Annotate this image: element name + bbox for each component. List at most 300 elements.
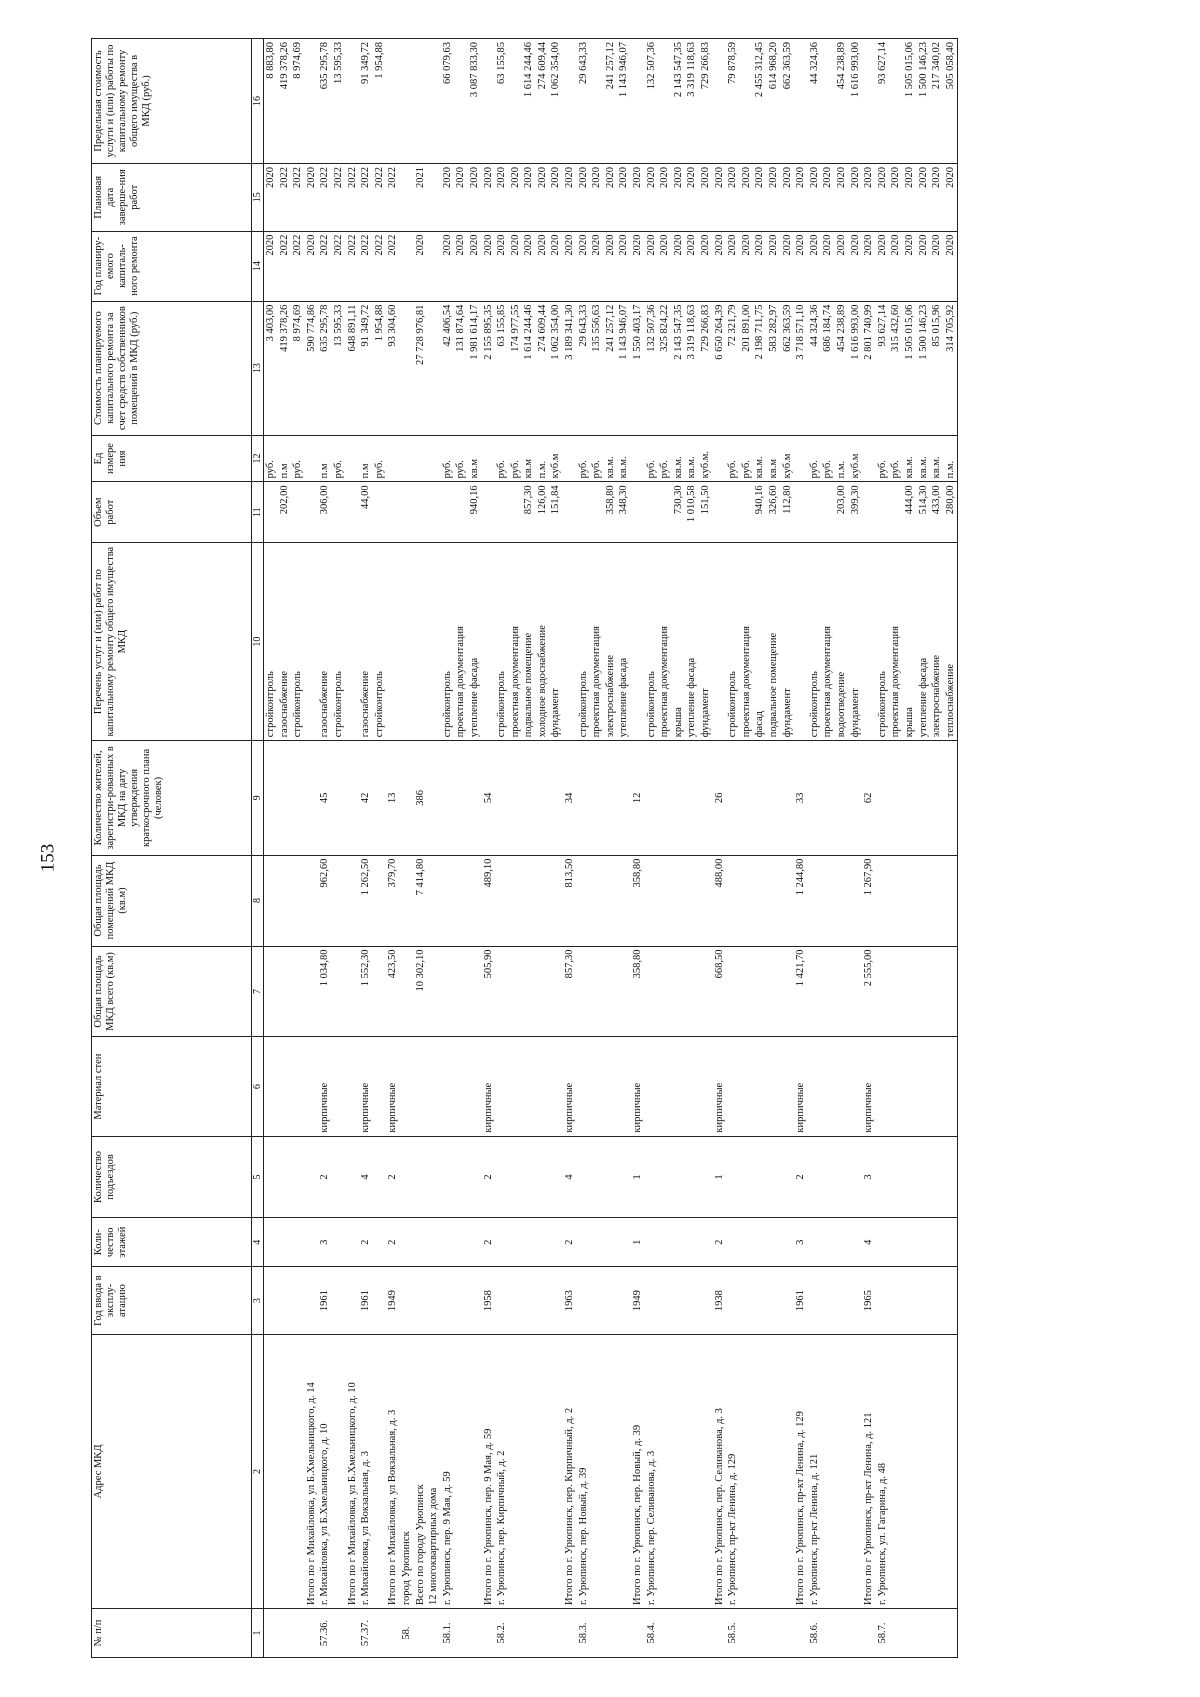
table-cell — [685, 741, 699, 855]
table-cell — [726, 1218, 740, 1267]
table-cell — [713, 435, 727, 482]
table-cell: 813,50 — [563, 855, 577, 946]
table-cell — [781, 855, 795, 946]
table-cell — [522, 1609, 536, 1658]
table-cell: 1961 — [794, 1267, 808, 1335]
table-cell: 93 627,14 — [876, 301, 890, 435]
table-cell — [400, 482, 414, 543]
table-cell — [862, 435, 876, 482]
table-cell: 454 238,89 — [835, 39, 849, 164]
table-cell: теплоснабжение — [944, 542, 958, 740]
table-cell: 614 968,20 — [767, 39, 781, 164]
table-cell — [291, 1609, 305, 1658]
table-cell: 1 505 015,06 — [903, 301, 917, 435]
table-cell: 2 — [318, 1136, 332, 1218]
table-cell: стройконтроль — [291, 542, 305, 740]
table-cell — [590, 1136, 604, 1218]
table-cell — [536, 1218, 550, 1267]
table-cell — [631, 39, 645, 164]
table-cell — [699, 1267, 713, 1335]
table-cell — [291, 946, 305, 1037]
table-cell: 1 143 946,07 — [617, 301, 631, 435]
table-cell: кв.м. — [903, 435, 917, 482]
column-number: 10 — [252, 542, 264, 740]
table-cell — [346, 542, 360, 740]
table-cell — [454, 741, 468, 855]
table-cell — [305, 1267, 319, 1335]
table-cell: 358,80 — [604, 482, 618, 543]
table-cell: 34 — [563, 741, 577, 855]
table-row — [536, 39, 550, 1658]
table-row — [658, 39, 672, 1658]
table-cell — [590, 1037, 604, 1136]
table-cell: 4 — [359, 1136, 373, 1218]
table-cell — [699, 855, 713, 946]
table-cell — [373, 1609, 387, 1658]
table-cell: 648 891,11 — [346, 301, 360, 435]
table-cell: 730,30 — [672, 482, 686, 543]
table-cell — [305, 1037, 319, 1136]
table-cell — [767, 855, 781, 946]
table-cell — [753, 855, 767, 946]
table-cell: 2020 — [835, 163, 849, 231]
table-cell: 2020 — [767, 231, 781, 301]
table-cell: кв.м. — [930, 435, 944, 482]
table-cell — [549, 1136, 563, 1218]
table-cell: кирпичные — [631, 1037, 645, 1136]
table-cell: 13 595,33 — [332, 301, 346, 435]
table-cell — [332, 1136, 346, 1218]
table-cell — [726, 741, 740, 855]
table-cell — [903, 741, 917, 855]
table-row — [359, 39, 373, 1658]
table-cell — [509, 39, 523, 164]
table-cell: Итого по г Михайловка, ул Б.Хмельницкого, д. 10 — [346, 1334, 360, 1608]
table-cell: 217 340,02 — [930, 39, 944, 164]
table-cell — [726, 855, 740, 946]
table-cell: 201 891,00 — [740, 301, 754, 435]
table-cell: 3 403,00 — [264, 301, 278, 435]
table-row — [617, 39, 631, 1658]
table-cell — [617, 1267, 631, 1335]
table-cell: 132 507,36 — [645, 301, 659, 435]
table-cell — [849, 1609, 863, 1658]
table-cell — [427, 231, 441, 301]
table-cell — [400, 231, 414, 301]
table-cell — [495, 1218, 509, 1267]
table-cell — [808, 1218, 822, 1267]
table-cell — [944, 741, 958, 855]
table-cell: 2020 — [590, 231, 604, 301]
table-cell — [305, 1136, 319, 1218]
table-cell: Итого по г. Урюпинск, пер. Кирпичный, д. 2 — [563, 1334, 577, 1608]
table-cell: Итого по г Урюпинск, пр-кт Ленина, д. 121 — [862, 1334, 876, 1608]
table-cell — [808, 1267, 822, 1335]
table-cell: 2020 — [781, 163, 795, 231]
table-cell: 7 414,80 — [414, 855, 428, 946]
table-cell — [400, 1267, 414, 1335]
table-row — [862, 39, 876, 1658]
table-cell: 151,50 — [699, 482, 713, 543]
table-cell: 505,90 — [482, 946, 496, 1037]
table-cell: 2020 — [468, 163, 482, 231]
table-cell — [740, 1267, 754, 1335]
table-cell — [577, 482, 591, 543]
table-cell: 2020 — [577, 231, 591, 301]
table-cell — [373, 1267, 387, 1335]
table-cell — [468, 855, 482, 946]
table-cell: 2020 — [441, 163, 455, 231]
table-cell — [563, 39, 577, 164]
column-number-row — [252, 39, 264, 1658]
table-cell — [604, 1218, 618, 1267]
table-cell — [291, 1037, 305, 1136]
table-cell: 58. — [400, 1609, 414, 1658]
table-cell: 62 — [862, 741, 876, 855]
table-cell: 399,30 — [849, 482, 863, 543]
table-cell: 2020 — [767, 163, 781, 231]
table-cell — [672, 946, 686, 1037]
table-cell — [414, 1609, 428, 1658]
table-cell — [876, 741, 890, 855]
table-cell — [536, 946, 550, 1037]
table-cell — [726, 946, 740, 1037]
table-cell: 1 034,80 — [318, 946, 332, 1037]
table-cell: Итого по г. Урюпинск, пр-кт Ленина, д. 129 — [794, 1334, 808, 1608]
table-row — [876, 39, 890, 1658]
table-cell: 132 507,36 — [645, 39, 659, 164]
table-row — [563, 39, 577, 1658]
table-cell: 2 155 895,35 — [482, 301, 496, 435]
table-cell — [808, 482, 822, 543]
table-cell — [876, 1037, 890, 1136]
table-row — [726, 39, 740, 1658]
table-row — [318, 39, 332, 1658]
table-cell — [278, 1609, 292, 1658]
table-cell — [549, 1267, 563, 1335]
table-row — [482, 39, 496, 1658]
table-cell — [549, 741, 563, 855]
table-cell — [278, 855, 292, 946]
table-cell — [278, 946, 292, 1037]
table-cell: 2020 — [549, 231, 563, 301]
table-cell: стройконтроль — [264, 542, 278, 740]
table-cell — [264, 1218, 278, 1267]
table-cell: 2020 — [617, 231, 631, 301]
table-cell — [849, 1037, 863, 1136]
table-cell — [400, 163, 414, 231]
table-cell: руб. — [821, 435, 835, 482]
table-cell: 315 432,60 — [889, 301, 903, 435]
table-row — [454, 39, 468, 1658]
table-cell: 274 609,44 — [536, 39, 550, 164]
table-cell — [400, 741, 414, 855]
table-cell: 2020 — [753, 231, 767, 301]
table-cell: подвальное помещение — [522, 542, 536, 740]
column-number: 2 — [252, 1334, 264, 1608]
table-cell — [590, 39, 604, 164]
table-cell: 489,10 — [482, 855, 496, 946]
column-number: 15 — [252, 163, 264, 231]
table-cell — [849, 1218, 863, 1267]
table-cell: 2 — [482, 1136, 496, 1218]
table-cell — [427, 163, 441, 231]
table-cell — [849, 1334, 863, 1608]
table-row — [917, 39, 931, 1658]
table-row — [713, 39, 727, 1658]
table-cell — [441, 1218, 455, 1267]
table-cell — [903, 855, 917, 946]
table-cell: 112,80 — [781, 482, 795, 543]
table-cell — [740, 1609, 754, 1658]
table-cell — [264, 1037, 278, 1136]
table-cell — [495, 1037, 509, 1136]
table-cell: кирпичные — [482, 1037, 496, 1136]
table-cell — [482, 542, 496, 740]
table-cell: руб. — [373, 435, 387, 482]
table-cell: стройконтроль — [645, 542, 659, 740]
table-cell — [386, 39, 400, 164]
table-cell — [468, 1334, 482, 1608]
table-cell: 10 302,10 — [414, 946, 428, 1037]
table-cell: п.м. — [536, 435, 550, 482]
table-cell: 668,50 — [713, 946, 727, 1037]
table-cell — [672, 1218, 686, 1267]
table-cell: 419 378,26 — [278, 39, 292, 164]
table-cell: 8 883,80 — [264, 39, 278, 164]
table-cell — [849, 855, 863, 946]
table-cell: руб. — [808, 435, 822, 482]
table-cell: 2 — [713, 1218, 727, 1267]
table-cell: 358,80 — [631, 855, 645, 946]
table-cell — [454, 1609, 468, 1658]
table-cell: г. Урюпинск, пер. Кирпичный, д. 2 — [495, 1334, 509, 1608]
table-cell — [876, 855, 890, 946]
table-cell — [617, 946, 631, 1037]
table-cell — [903, 1037, 917, 1136]
table-cell — [549, 855, 563, 946]
table-cell: 306,00 — [318, 482, 332, 543]
table-cell — [577, 946, 591, 1037]
table-cell: 54 — [482, 741, 496, 855]
table-cell — [427, 542, 441, 740]
table-cell — [685, 855, 699, 946]
table-cell — [944, 1218, 958, 1267]
table-cell: руб. — [876, 435, 890, 482]
table-cell — [414, 39, 428, 164]
table-cell: стройконтроль — [808, 542, 822, 740]
table-cell — [849, 946, 863, 1037]
table-cell: 45 — [318, 741, 332, 855]
table-cell: кирпичные — [862, 1037, 876, 1136]
table-cell — [373, 1334, 387, 1608]
table-cell — [930, 855, 944, 946]
table-cell: 1 550 403,17 — [631, 301, 645, 435]
table-cell: 135 556,63 — [590, 301, 604, 435]
table-cell — [889, 1267, 903, 1335]
table-cell: 13 595,33 — [332, 39, 346, 164]
table-cell: 2020 — [590, 163, 604, 231]
table-cell — [495, 741, 509, 855]
header-cell: Год планиру-емого капиталь-ного ремонта — [92, 231, 252, 301]
table-cell — [400, 1037, 414, 1136]
header-cell: № п/п — [92, 1609, 252, 1658]
table-cell — [346, 1218, 360, 1267]
table-cell: 2020 — [930, 163, 944, 231]
table-cell — [862, 1609, 876, 1658]
table-cell — [522, 946, 536, 1037]
table-cell: 2022 — [386, 231, 400, 301]
table-cell — [821, 741, 835, 855]
table-cell: 2020 — [917, 163, 931, 231]
table-cell: 325 824,22 — [658, 301, 672, 435]
table-cell — [536, 1609, 550, 1658]
table-cell: 1 954,88 — [373, 39, 387, 164]
table-cell: 1 143 946,07 — [617, 39, 631, 164]
table-cell: 940,16 — [753, 482, 767, 543]
table-cell — [549, 1218, 563, 1267]
table-cell — [917, 741, 931, 855]
table-cell: руб. — [740, 435, 754, 482]
table-cell — [264, 482, 278, 543]
table-cell — [767, 1218, 781, 1267]
table-cell — [808, 1037, 822, 1136]
table-cell: 2020 — [482, 231, 496, 301]
table-cell: 79 878,59 — [726, 39, 740, 164]
table-cell: 2020 — [454, 231, 468, 301]
table-cell — [441, 741, 455, 855]
column-number: 13 — [252, 301, 264, 435]
table-cell — [604, 1609, 618, 1658]
table-cell — [658, 741, 672, 855]
table-cell: 1 062 354,00 — [549, 301, 563, 435]
table-cell: 1 616 993,00 — [849, 301, 863, 435]
table-cell — [278, 1334, 292, 1608]
table-cell — [604, 1037, 618, 1136]
table-cell — [563, 435, 577, 482]
table-cell — [305, 482, 319, 543]
table-cell: 3 718 571,10 — [794, 301, 808, 435]
table-cell: 58.6. — [808, 1609, 822, 1658]
table-cell — [577, 1218, 591, 1267]
header-cell: Количество подъездов — [92, 1136, 252, 1218]
table-cell: 1 614 244,46 — [522, 301, 536, 435]
table-cell: 2022 — [278, 163, 292, 231]
table-cell: куб.м — [549, 435, 563, 482]
table-cell — [753, 1218, 767, 1267]
table-cell — [930, 1334, 944, 1608]
table-cell — [740, 482, 754, 543]
column-number: 6 — [252, 1037, 264, 1136]
table-cell: 2020 — [917, 231, 931, 301]
table-cell — [441, 946, 455, 1037]
table-cell — [903, 1609, 917, 1658]
table-cell — [685, 1267, 699, 1335]
table-cell — [862, 542, 876, 740]
table-cell: 2020 — [563, 163, 577, 231]
header-cell: Адрес МКД — [92, 1334, 252, 1608]
table-cell — [536, 1136, 550, 1218]
table-cell: Итого по г Михайловка, ул Вокзальная, д. 3 — [386, 1334, 400, 1608]
table-cell — [604, 1334, 618, 1608]
table-cell: 857,30 — [522, 482, 536, 543]
table-cell: 174 977,55 — [509, 301, 523, 435]
table-cell — [645, 1267, 659, 1335]
table-cell: утепление фасада — [468, 542, 482, 740]
table-cell: 63 155,85 — [495, 39, 509, 164]
table-row — [427, 39, 441, 1658]
table-cell: 2022 — [373, 163, 387, 231]
table-cell: 2020 — [672, 231, 686, 301]
table-cell — [400, 39, 414, 164]
column-number: 16 — [252, 39, 264, 164]
table-cell: г. Урюпинск, ул. Гагарина, д. 48 — [876, 1334, 890, 1608]
table-cell — [645, 1037, 659, 1136]
table-cell — [876, 946, 890, 1037]
table-cell — [305, 1609, 319, 1658]
table-cell — [672, 1267, 686, 1335]
table-cell — [889, 1334, 903, 1608]
header-cell: Перечень услуг и (или) работ по капитальному ремонту общего имущества МКД — [92, 542, 252, 740]
table-cell — [346, 482, 360, 543]
rotated-table-wrapper — [91, 38, 1171, 1658]
table-cell: утепление фасада — [917, 542, 931, 740]
table-cell — [400, 1218, 414, 1267]
table-cell: 1938 — [713, 1267, 727, 1335]
table-cell — [645, 946, 659, 1037]
table-cell — [590, 1267, 604, 1335]
table-cell: 2022 — [291, 231, 305, 301]
table-row — [631, 39, 645, 1658]
table-cell: 3 319 118,63 — [685, 39, 699, 164]
table-cell — [346, 855, 360, 946]
table-cell — [590, 855, 604, 946]
table-cell — [264, 1334, 278, 1608]
header-cell: Год ввода в эксплу-атацию — [92, 1267, 252, 1335]
table-cell — [930, 741, 944, 855]
table-cell — [645, 741, 659, 855]
table-cell — [767, 1609, 781, 1658]
table-cell — [835, 1334, 849, 1608]
table-row — [577, 39, 591, 1658]
table-cell — [332, 855, 346, 946]
table-cell — [264, 855, 278, 946]
table-cell — [794, 1609, 808, 1658]
table-cell — [441, 1037, 455, 1136]
table-cell — [658, 1334, 672, 1608]
table-cell — [590, 946, 604, 1037]
table-cell — [495, 1267, 509, 1335]
table-cell: 1 267,90 — [862, 855, 876, 946]
table-cell: руб. — [495, 435, 509, 482]
table-cell: 57.37. — [359, 1609, 373, 1658]
table-cell: 444,00 — [903, 482, 917, 543]
table-cell — [386, 482, 400, 543]
table-cell: 2022 — [359, 231, 373, 301]
table-cell — [454, 855, 468, 946]
table-cell — [672, 741, 686, 855]
table-cell: электроснабжение — [930, 542, 944, 740]
table-row — [604, 39, 618, 1658]
column-number: 7 — [252, 946, 264, 1037]
table-cell: фундамент — [699, 542, 713, 740]
table-cell: 203,00 — [835, 482, 849, 543]
table-cell: 729 266,83 — [699, 39, 713, 164]
table-cell: руб. — [726, 435, 740, 482]
table-cell: 2020 — [563, 231, 577, 301]
table-cell — [685, 1609, 699, 1658]
table-cell: 583 282,97 — [767, 301, 781, 435]
